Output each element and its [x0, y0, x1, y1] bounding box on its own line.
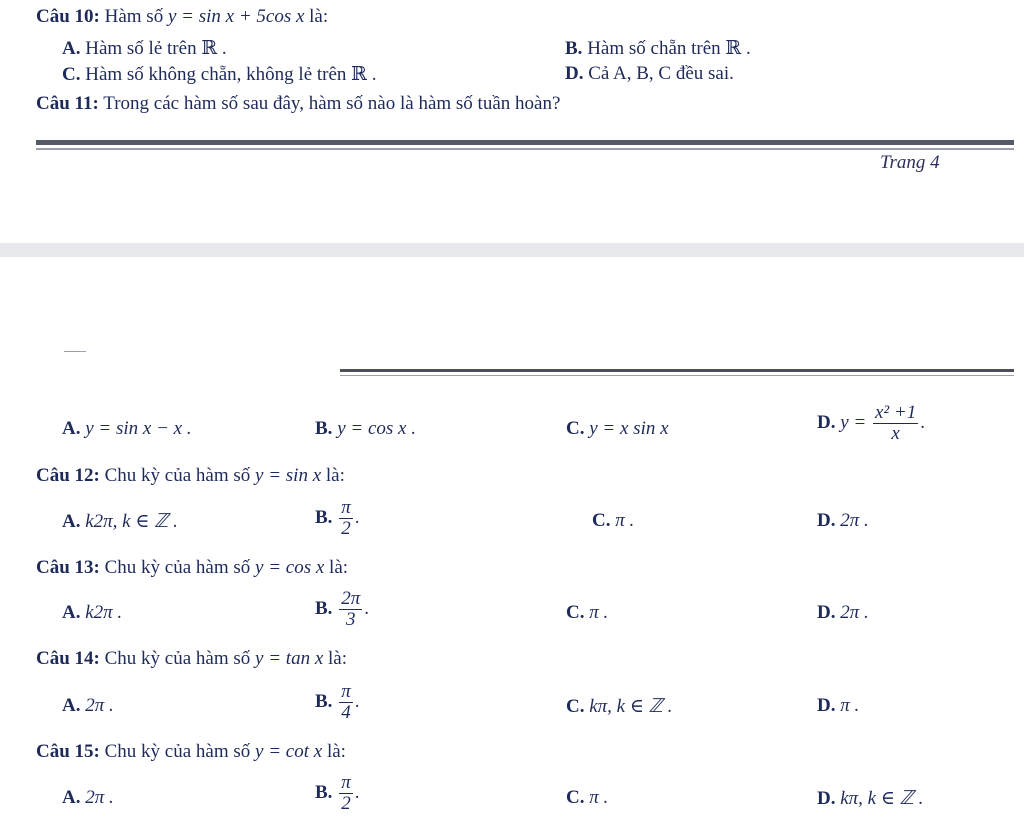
question-10 [36, 6, 328, 28]
question-12-formula: y = sin x [255, 465, 322, 486]
question-11-option-b[interactable] [315, 418, 416, 440]
option-label: B. [315, 781, 333, 803]
fraction-numerator: 2π [341, 588, 361, 609]
question-10-option-c[interactable] [62, 63, 376, 86]
question-13-text: Chu kỳ của hàm số [104, 557, 251, 578]
page-break-gap [0, 243, 1024, 257]
option-text: kπ, k ∈ ℤ . [589, 696, 673, 717]
option-text: k2π . [85, 602, 123, 623]
option-text: π . [840, 695, 860, 716]
question-12-option-a[interactable] [62, 510, 178, 533]
question-12-text: Chu kỳ của hàm số [104, 465, 251, 486]
question-13-formula: y = cos x [255, 557, 325, 578]
question-13 [36, 557, 348, 579]
fraction-denominator: 2 [341, 792, 351, 814]
fraction-denominator: 3 [345, 608, 356, 630]
option-text: π . [589, 602, 609, 623]
question-15-label: Câu 15: [36, 741, 100, 762]
question-13-option-d[interactable] [817, 602, 869, 624]
question-15-option-a[interactable] [62, 787, 114, 809]
option-label: B. [315, 690, 333, 712]
option-label: C. [566, 602, 585, 623]
option-label: C. [566, 787, 585, 808]
question-14-label: Câu 14: [36, 648, 100, 669]
page-header-rule [340, 369, 1014, 372]
question-12-option-c[interactable] [592, 510, 634, 532]
question-12-tail: là: [325, 465, 345, 486]
option-fraction [873, 403, 918, 444]
option-label: B. [315, 597, 333, 619]
option-label: D. [817, 411, 836, 433]
option-text: 2π . [85, 695, 114, 716]
option-label: A. [62, 787, 81, 808]
option-prefix: y = [840, 411, 867, 433]
option-fraction [339, 682, 353, 723]
option-text: y = cos x . [337, 418, 416, 439]
option-label: B. [315, 506, 333, 528]
question-15-option-d[interactable] [817, 787, 923, 810]
option-label: C. [62, 64, 81, 85]
fraction-denominator: 4 [341, 701, 351, 723]
option-suffix: . [354, 690, 360, 712]
option-text: π . [589, 787, 609, 808]
option-text: k2π, k ∈ ℤ . [85, 511, 178, 532]
question-14-formula: y = tan x [255, 648, 324, 669]
question-10-text: Hàm số [104, 6, 164, 27]
option-fraction [339, 773, 353, 814]
option-fraction [339, 589, 362, 630]
question-11 [36, 93, 560, 115]
question-15-option-c[interactable] [566, 787, 608, 809]
question-14-option-c[interactable] [566, 695, 672, 718]
option-label: D. [817, 510, 836, 531]
header-dash [64, 351, 86, 352]
question-13-label: Câu 13: [36, 557, 100, 578]
question-15-formula: y = cot x [255, 741, 323, 762]
question-14-option-b[interactable] [315, 682, 359, 723]
question-14-text: Chu kỳ của hàm số [104, 648, 251, 669]
question-12 [36, 465, 345, 487]
option-text: Hàm số chẵn trên ℝ . [587, 38, 751, 59]
question-13-option-b[interactable] [315, 589, 369, 630]
option-text: 2π . [840, 510, 869, 531]
option-text: y = x sin x [589, 418, 669, 439]
option-text: Cả A, B, C đều sai. [588, 63, 734, 84]
option-suffix: . [920, 411, 925, 433]
question-11-label: Câu 11: [36, 93, 99, 114]
fraction-denominator: 2 [341, 517, 351, 539]
question-10-formula: y = sin x + 5cos x [167, 6, 305, 27]
option-label: D. [817, 602, 836, 623]
option-suffix: . [354, 781, 360, 803]
question-12-option-d[interactable] [817, 510, 869, 532]
option-suffix: . [364, 597, 369, 619]
question-11-option-d[interactable] [817, 403, 925, 444]
fraction-denominator: x [891, 422, 900, 444]
question-11-text: Trong các hàm số sau đây, hàm số nào là hàm số tuần hoàn? [103, 93, 561, 114]
question-15-tail: là: [326, 741, 346, 762]
question-11-option-a[interactable] [62, 418, 192, 440]
option-label: B. [565, 38, 583, 59]
option-text: 2π . [840, 602, 869, 623]
page-number: Trang 4 [880, 152, 940, 173]
option-label: D. [817, 788, 836, 809]
option-text: 2π . [85, 787, 114, 808]
option-label: A. [62, 695, 81, 716]
option-text: Hàm số không chẵn, không lẻ trên ℝ . [85, 64, 377, 85]
fraction-numerator: x² +1 [875, 402, 917, 423]
option-label: C. [566, 696, 585, 717]
question-10-option-d[interactable] [565, 63, 734, 85]
fraction-numerator: π [341, 681, 351, 702]
question-15-option-b[interactable] [315, 773, 359, 814]
option-label: D. [817, 695, 836, 716]
option-label: A. [62, 602, 81, 623]
question-15 [36, 741, 346, 763]
question-10-option-a[interactable] [62, 37, 227, 60]
option-text: kπ, k ∈ ℤ . [840, 788, 924, 809]
option-label: B. [315, 418, 333, 439]
question-14 [36, 648, 347, 670]
option-suffix: . [354, 506, 360, 528]
fraction-numerator: π [341, 772, 351, 793]
question-13-option-a[interactable] [62, 602, 122, 624]
question-14-option-d[interactable] [817, 695, 859, 717]
page-footer-rule [36, 140, 1014, 145]
question-14-tail: là: [328, 648, 347, 669]
option-label: A. [62, 38, 81, 59]
question-12-label: Câu 12: [36, 465, 100, 486]
option-text: π . [615, 510, 635, 531]
option-fraction [339, 498, 353, 539]
question-10-label: Câu 10: [36, 6, 100, 27]
question-13-option-c[interactable] [566, 602, 608, 624]
question-11-option-c[interactable] [566, 418, 669, 440]
option-label: C. [566, 418, 585, 439]
option-label: D. [565, 63, 584, 84]
option-label: A. [62, 511, 81, 532]
question-10-tail: là: [309, 6, 329, 27]
option-label: A. [62, 418, 81, 439]
question-14-option-a[interactable] [62, 695, 114, 717]
question-15-text: Chu kỳ của hàm số [104, 741, 251, 762]
option-text: y = sin x − x . [85, 418, 192, 439]
fraction-numerator: π [341, 497, 351, 518]
option-text: Hàm số lẻ trên ℝ . [85, 38, 227, 59]
question-12-option-b[interactable] [315, 498, 359, 539]
question-13-tail: là: [329, 557, 349, 578]
option-label: C. [592, 510, 611, 531]
page-header-rule-thin [340, 375, 1014, 376]
question-10-option-b[interactable] [565, 37, 751, 60]
page-footer-rule-thin [36, 148, 1014, 150]
